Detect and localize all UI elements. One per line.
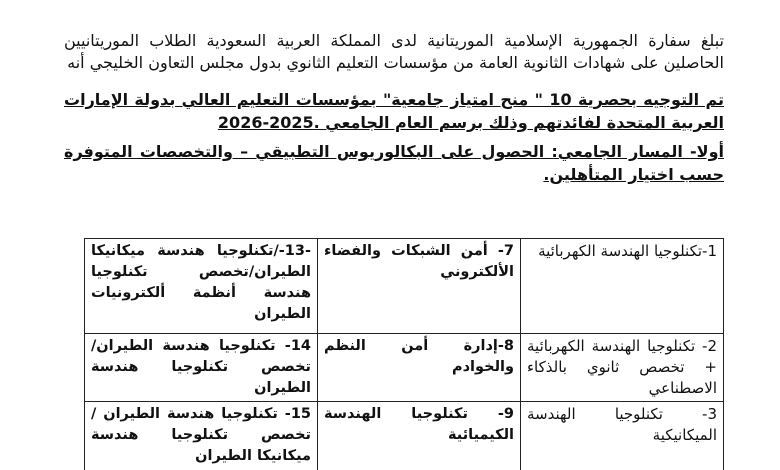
- table-cell: -13-/تكنلوجيا هندسة ميكانيكا الطيران/تخصص تكنلوجيا هندسة أنظمة ألكترونيات الطيران: [85, 239, 318, 334]
- table-cell: 15- تكنلوجيا هندسة الطيران / تخصص تكنلوجيا هندسة ميكانيكا الطيران: [85, 402, 318, 470]
- table-cell: 8-إدارة أمن النظم والخوادم: [318, 334, 521, 402]
- table-row: [85, 402, 724, 470]
- highlight-paragraph: [64, 88, 724, 134]
- intro-paragraph: تبلغ سفارة الجمهورية الإسلامية الموريتانية لدى المملكة العربية السعودية الطلاب الموريتانيين الحاصلين على شهادات الثانوية العامة من مؤسسات التعليم الثانوي بدول مجلس التعاون الخليجي أنه: [64, 31, 724, 72]
- table-cell: 1-تكنلوجيا الهندسة الكهربائية: [521, 239, 724, 334]
- table-cell: 7- أمن الشبكات والفضاء الألكتروني: [318, 239, 521, 334]
- table-row: [85, 334, 724, 402]
- highlight-text: تم التوجيه بحصرية 10 " منح امتياز جامعية" بمؤسسات التعليم العالي بدولة الإمارات العربية المتحدة لفائدتهم وذلك برسم العام الجامعي .2025-2026: [64, 90, 724, 132]
- specializations-table: [84, 238, 724, 470]
- table-cell: 3- تكنلوجيا الهندسة الميكانيكية: [521, 402, 724, 470]
- section-heading: [64, 140, 724, 186]
- table-cell: 14- تكنلوجيا هندسة الطيران/ تخصص تكنلوجيا هندسة الطيران: [85, 334, 318, 402]
- table-row: [85, 239, 724, 334]
- table-cell: 2- تكنلوجيا الهندسة الكهربائية + تخصص ثانوي بالذكاء الاصطناعي: [521, 334, 724, 402]
- section-heading-text: أولا- المسار الجامعي: الحصول على البكالوريوس التطبيقي – والتخصصات المتوفرة حسب اختيار المتأهلين.: [64, 142, 724, 184]
- table-cell: 9- تكنلوجيا الهندسة الكيميائية: [318, 402, 521, 470]
